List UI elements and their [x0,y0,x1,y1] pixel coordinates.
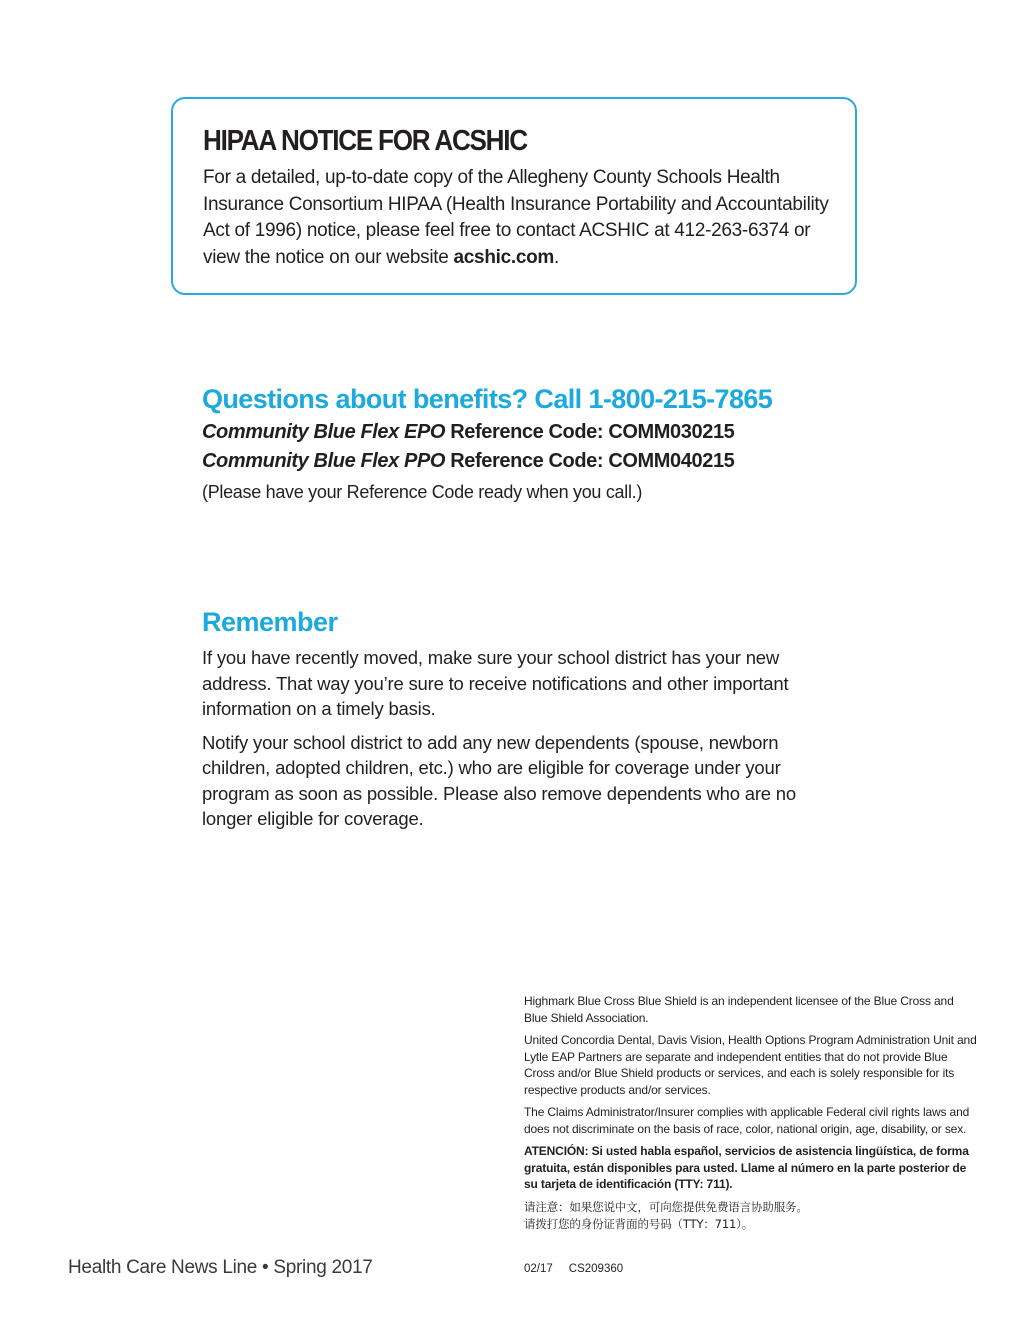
date-code: 02/17 [524,1263,553,1275]
hipaa-notice-box [171,97,857,295]
reference-line-ppo [202,447,902,476]
chinese-notice-line1: 请注意：如果您说中文，可向您提供免费语言协助服务。 [524,1199,808,1214]
chinese-notice [524,1199,979,1233]
reference-label-ppo: Reference Code: [445,450,609,472]
hipaa-title: HIPAA NOTICE FOR ACSHIC [203,125,527,157]
reference-label-epo: Reference Code: [445,421,609,443]
hipaa-body-text: For a detailed, up-to-date copy of the Allegheny County Schools Health Insurance Consortium HIPAA (Health Insurance Portability and Accountability Act of 1996) notice, please feel free to contact ACSHIC at 412-263-6374 or view the notice on our website [203,167,829,268]
footer-codes [524,1263,623,1275]
remember-section [202,603,842,840]
reference-code-epo: COMM030215 [608,421,735,443]
civil-rights-notice: The Claims Administrator/Insurer complies with applicable Federal civil rights laws and does not discriminate on the basis of race, color, national origin, age, disability, or sex. [524,1105,970,1136]
remember-paragraph-dependents: Notify your school district to add any new dependents (spouse, newborn children, adopted children, etc.) who are eligible for coverage under your program as soon as possible. Please also remove dependents who are no longer eligible for coverage. [202,731,796,829]
licensee-notice: Highmark Blue Cross Blue Shield is an independent licensee of the Blue Cross and Blue Shield Association. [524,994,954,1025]
questions-heading: Questions about benefits? Call 1-800-215-7865 [202,384,773,414]
plan-name-ppo: Community Blue Flex PPO [202,450,446,472]
fine-print [524,993,979,1239]
reference-note: (Please have your Reference Code ready when you call.) [202,482,643,502]
hipaa-body [203,165,843,271]
questions-section [202,380,902,505]
remember-heading: Remember [202,607,338,637]
entities-notice: United Concordia Dental, Davis Vision, Health Options Program Administration Unit and Lytle EAP Partners are separate and independent entities that do not provide Blue Cross and/or Blue Shield products or services, and each is solely responsible for its respective products and/or services. [524,1033,977,1097]
hipaa-body-end: . [554,246,559,268]
chinese-notice-line2: 请拨打您的身份证背面的号码（TTY：711）。 [524,1216,754,1231]
publication-footer: Health Care News Line • Spring 2017 [68,1257,373,1278]
spanish-notice: ATENCIÓN: Si usted habla español, servicios de asistencia lingüística, de forma gratuita, están disponibles para usted. Llame al número en la parte posterior de su tarjeta de identificación (TTY: 711). [524,1144,969,1191]
remember-paragraph-move: If you have recently moved, make sure your school district has your new address. That way you’re sure to receive notifications and other important information on a timely basis. [202,647,789,719]
plan-name-epo: Community Blue Flex EPO [202,421,446,443]
reference-code-ppo: COMM040215 [608,450,735,472]
document-code: CS209360 [568,1263,624,1275]
website-link[interactable]: acshic.com [453,246,555,268]
reference-line-epo [202,418,902,447]
